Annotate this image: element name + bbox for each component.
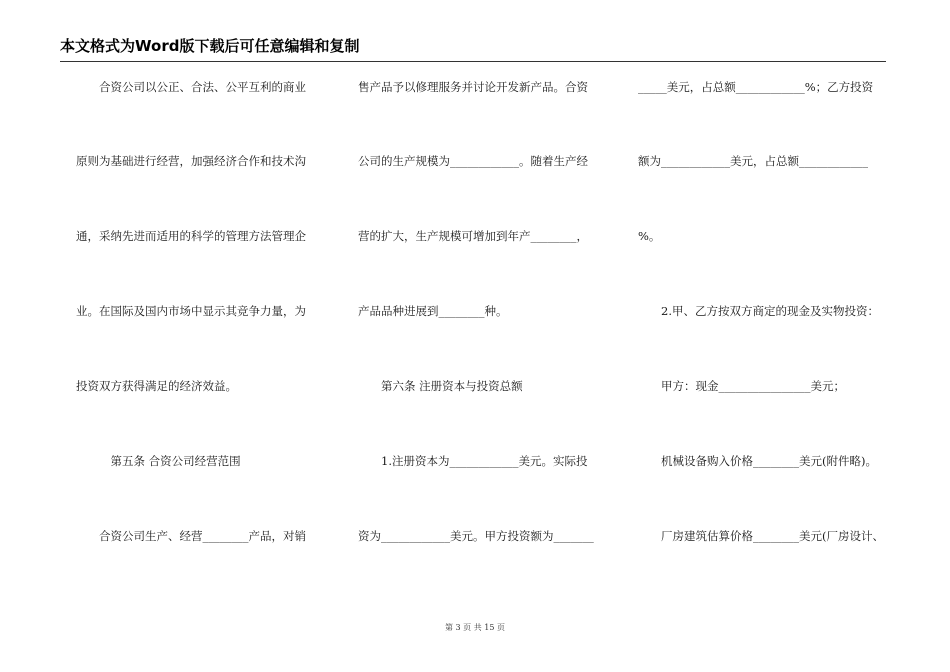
text-line: 合资公司以公正、合法、公平互利的商业 [76,80,306,94]
text-column-1 [76,0,324,672]
text-line: _____美元，占总额____________%；乙方投资 [638,80,874,94]
text-line: 售产品予以修理服务并讨论开发新产品。合资 [358,80,588,94]
text-line: 2.甲、乙方按双方商定的现金及实物投资： [638,304,879,318]
text-line: 资为____________美元。甲方投资额为_______ [358,529,594,543]
text-line: 公司的生产规模为____________。随着生产经 [358,154,588,168]
document-header: 本文格式为Word版下载后可任意编辑和复制 [60,35,886,62]
section-heading: 第五条 合资公司经营范围 [76,454,241,468]
text-line: 额为____________美元，占总额____________ [638,154,868,168]
text-line: 营的扩大，生产规模可增加到年产________， [358,229,588,243]
text-line: 合资公司生产、经营________产品，对销 [76,529,306,543]
text-line: 业。在国际及国内市场中显示其竞争力量，为 [76,304,306,318]
text-column-3 [638,0,886,672]
text-line: 甲方：现金________________美元； [638,379,845,393]
section-heading: 第六条 注册资本与投资总额 [358,379,523,393]
text-line: 产品品种进展到________种。 [358,304,508,318]
text-line: %。 [638,229,661,243]
text-line: 机械设备购入价格________美元(附件略)。 [638,454,877,468]
page-number: 第 3 页 共 15 页 [445,623,505,632]
text-line: 投资双方获得满足的经济效益。 [76,379,237,393]
text-line: 1.注册资本为____________美元。实际投 [358,454,588,468]
text-line: 厂房建筑估算价格________美元(厂房设计、 [638,529,884,543]
text-line: 原则为基础进行经营，加强经济合作和技术沟 [76,154,306,168]
text-column-2 [358,0,606,672]
text-line: 通，采纳先进而适用的科学的管理方法管理企 [76,229,306,243]
